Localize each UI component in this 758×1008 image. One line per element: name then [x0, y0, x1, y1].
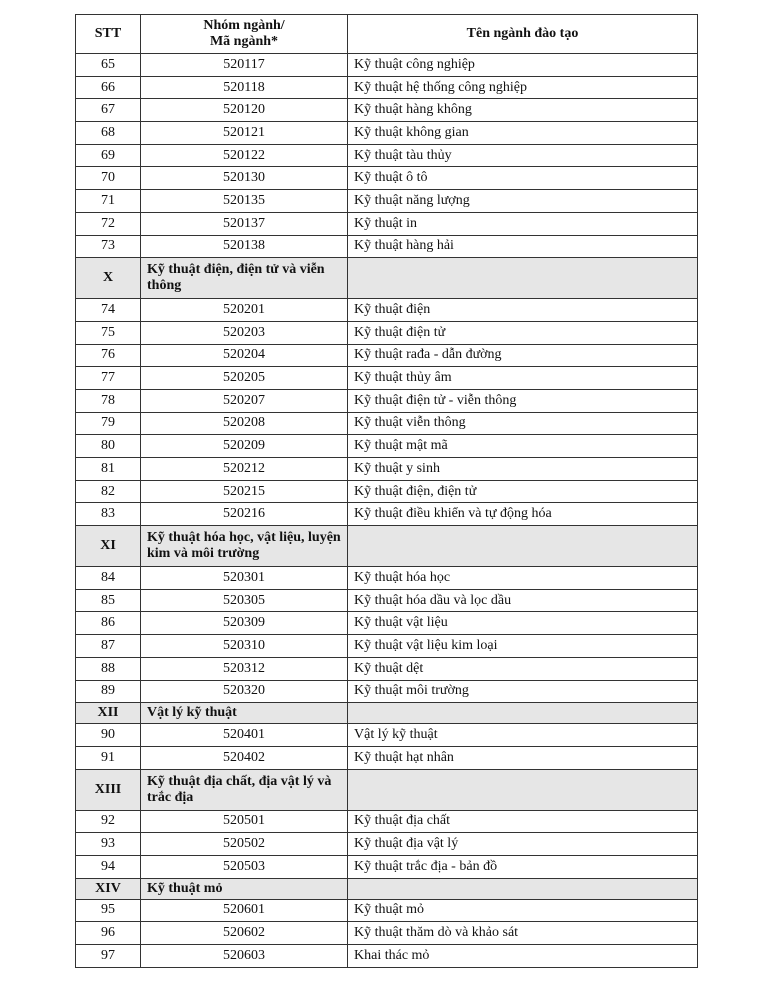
table-row: [76, 299, 698, 322]
row-code: 520501: [141, 810, 348, 833]
row-code: 520401: [141, 724, 348, 747]
row-stt: 92: [76, 810, 141, 833]
row-name: Kỹ thuật hóa học: [348, 567, 698, 590]
table-row: [76, 589, 698, 612]
group-number: XI: [76, 526, 141, 567]
row-code: 520120: [141, 99, 348, 122]
group-number: XII: [76, 703, 141, 724]
group-number: X: [76, 258, 141, 299]
row-name: Kỹ thuật hàng hải: [348, 235, 698, 258]
table-row: [76, 724, 698, 747]
group-empty-cell: [348, 769, 698, 810]
row-code: 520502: [141, 833, 348, 856]
group-row: [76, 526, 698, 567]
table-row: [76, 680, 698, 703]
row-code: 520204: [141, 344, 348, 367]
row-name: Kỹ thuật mật mã: [348, 435, 698, 458]
row-name: Kỹ thuật điện: [348, 299, 698, 322]
table-row: [76, 635, 698, 658]
row-stt: 84: [76, 567, 141, 590]
table-row: [76, 945, 698, 968]
row-stt: 90: [76, 724, 141, 747]
group-name: Kỹ thuật hóa học, vật liệu, luyện kim và môi trường: [141, 526, 348, 567]
table-row: [76, 76, 698, 99]
row-stt: 86: [76, 612, 141, 635]
row-name: Kỹ thuật môi trường: [348, 680, 698, 703]
table-row: [76, 99, 698, 122]
group-name: Vật lý kỹ thuật: [141, 703, 348, 724]
table-row: [76, 235, 698, 258]
row-stt: 72: [76, 212, 141, 235]
row-code: 520215: [141, 480, 348, 503]
table-row: [76, 567, 698, 590]
row-code: 520320: [141, 680, 348, 703]
row-code: 520601: [141, 899, 348, 922]
row-name: Kỹ thuật năng lượng: [348, 190, 698, 213]
row-code: 520212: [141, 458, 348, 481]
group-number: XIV: [76, 878, 141, 899]
table-row: [76, 190, 698, 213]
table-row: [76, 321, 698, 344]
row-name: Kỹ thuật thủy âm: [348, 367, 698, 390]
row-stt: 80: [76, 435, 141, 458]
row-code: 520118: [141, 76, 348, 99]
row-code: 520309: [141, 612, 348, 635]
header-code-line2: Mã ngành*: [209, 34, 279, 49]
row-stt: 89: [76, 680, 141, 703]
row-name: Kỹ thuật dệt: [348, 657, 698, 680]
row-stt: 93: [76, 833, 141, 856]
row-name: Kỹ thuật vật liệu: [348, 612, 698, 635]
row-name: Kỹ thuật không gian: [348, 122, 698, 145]
row-code: 520603: [141, 945, 348, 968]
row-name: Kỹ thuật y sinh: [348, 458, 698, 481]
row-name: Kỹ thuật viễn thông: [348, 412, 698, 435]
row-name: Kỹ thuật thăm dò và khảo sát: [348, 922, 698, 945]
group-row: [76, 703, 698, 724]
row-stt: 88: [76, 657, 141, 680]
row-code: 520207: [141, 389, 348, 412]
table-row: [76, 480, 698, 503]
row-stt: 75: [76, 321, 141, 344]
row-stt: 70: [76, 167, 141, 190]
group-row: [76, 258, 698, 299]
table-row: [76, 657, 698, 680]
row-stt: 85: [76, 589, 141, 612]
row-name: Kỹ thuật tàu thủy: [348, 144, 698, 167]
row-code: 520201: [141, 299, 348, 322]
row-code: 520117: [141, 54, 348, 77]
row-name: Kỹ thuật hàng không: [348, 99, 698, 122]
row-code: 520402: [141, 746, 348, 769]
row-name: Kỹ thuật điều khiển và tự động hóa: [348, 503, 698, 526]
row-stt: 95: [76, 899, 141, 922]
table-row: [76, 367, 698, 390]
row-code: 520312: [141, 657, 348, 680]
table-row: [76, 389, 698, 412]
majors-table: [75, 14, 698, 968]
group-number: XIII: [76, 769, 141, 810]
row-code: 520503: [141, 855, 348, 878]
table-row: [76, 122, 698, 145]
row-code: 520130: [141, 167, 348, 190]
row-stt: 74: [76, 299, 141, 322]
header-code: [141, 15, 348, 54]
row-stt: 82: [76, 480, 141, 503]
group-empty-cell: [348, 878, 698, 899]
table-row: [76, 212, 698, 235]
group-empty-cell: [348, 526, 698, 567]
row-stt: 67: [76, 99, 141, 122]
row-code: 520310: [141, 635, 348, 658]
row-name: Kỹ thuật hóa dầu và lọc dầu: [348, 589, 698, 612]
row-code: 520602: [141, 922, 348, 945]
table-row: [76, 412, 698, 435]
group-empty-cell: [348, 258, 698, 299]
table-row: [76, 833, 698, 856]
group-name: Kỹ thuật địa chất, địa vật lý và trắc địa: [141, 769, 348, 810]
group-empty-cell: [348, 703, 698, 724]
row-code: 520205: [141, 367, 348, 390]
header-name: Tên ngành đào tạo: [348, 15, 698, 54]
table-row: [76, 746, 698, 769]
row-name: Kỹ thuật địa chất: [348, 810, 698, 833]
row-stt: 66: [76, 76, 141, 99]
row-stt: 73: [76, 235, 141, 258]
row-name: Kỹ thuật điện tử - viễn thông: [348, 389, 698, 412]
row-name: Kỹ thuật hạt nhân: [348, 746, 698, 769]
table-row: [76, 435, 698, 458]
row-code: 520301: [141, 567, 348, 590]
row-code: 520305: [141, 589, 348, 612]
row-stt: 78: [76, 389, 141, 412]
row-stt: 65: [76, 54, 141, 77]
group-name: Kỹ thuật mỏ: [141, 878, 348, 899]
table-row: [76, 612, 698, 635]
row-stt: 83: [76, 503, 141, 526]
row-code: 520216: [141, 503, 348, 526]
row-stt: 79: [76, 412, 141, 435]
table-row: [76, 922, 698, 945]
row-stt: 96: [76, 922, 141, 945]
group-name: Kỹ thuật điện, điện tử và viễn thông: [141, 258, 348, 299]
table-row: [76, 54, 698, 77]
table-row: [76, 458, 698, 481]
row-name: Kỹ thuật địa vật lý: [348, 833, 698, 856]
row-stt: 87: [76, 635, 141, 658]
row-name: Kỹ thuật in: [348, 212, 698, 235]
row-stt: 91: [76, 746, 141, 769]
row-stt: 76: [76, 344, 141, 367]
table-row: [76, 167, 698, 190]
row-stt: 68: [76, 122, 141, 145]
row-stt: 81: [76, 458, 141, 481]
table-row: [76, 344, 698, 367]
row-code: 520135: [141, 190, 348, 213]
row-name: Kỹ thuật trắc địa - bản đồ: [348, 855, 698, 878]
table-header-row: [76, 15, 698, 54]
row-name: Kỹ thuật hệ thống công nghiệp: [348, 76, 698, 99]
header-code-line1: Nhóm ngành/: [203, 18, 285, 33]
row-code: 520137: [141, 212, 348, 235]
table-row: [76, 144, 698, 167]
row-name: Khai thác mỏ: [348, 945, 698, 968]
table-row: [76, 855, 698, 878]
row-code: 520209: [141, 435, 348, 458]
row-name: Kỹ thuật ô tô: [348, 167, 698, 190]
group-row: [76, 878, 698, 899]
table-row: [76, 899, 698, 922]
row-stt: 94: [76, 855, 141, 878]
row-name: Kỹ thuật rađa - dẫn đường: [348, 344, 698, 367]
row-stt: 97: [76, 945, 141, 968]
row-name: Kỹ thuật mỏ: [348, 899, 698, 922]
row-name: Kỹ thuật công nghiệp: [348, 54, 698, 77]
row-name: Vật lý kỹ thuật: [348, 724, 698, 747]
group-row: [76, 769, 698, 810]
header-stt: STT: [76, 15, 141, 54]
row-stt: 71: [76, 190, 141, 213]
row-stt: 77: [76, 367, 141, 390]
table-row: [76, 503, 698, 526]
row-code: 520203: [141, 321, 348, 344]
row-code: 520208: [141, 412, 348, 435]
table-body: [76, 54, 698, 968]
row-code: 520122: [141, 144, 348, 167]
row-name: Kỹ thuật điện tử: [348, 321, 698, 344]
row-code: 520121: [141, 122, 348, 145]
row-name: Kỹ thuật vật liệu kim loại: [348, 635, 698, 658]
table-row: [76, 810, 698, 833]
row-stt: 69: [76, 144, 141, 167]
row-name: Kỹ thuật điện, điện tử: [348, 480, 698, 503]
row-code: 520138: [141, 235, 348, 258]
